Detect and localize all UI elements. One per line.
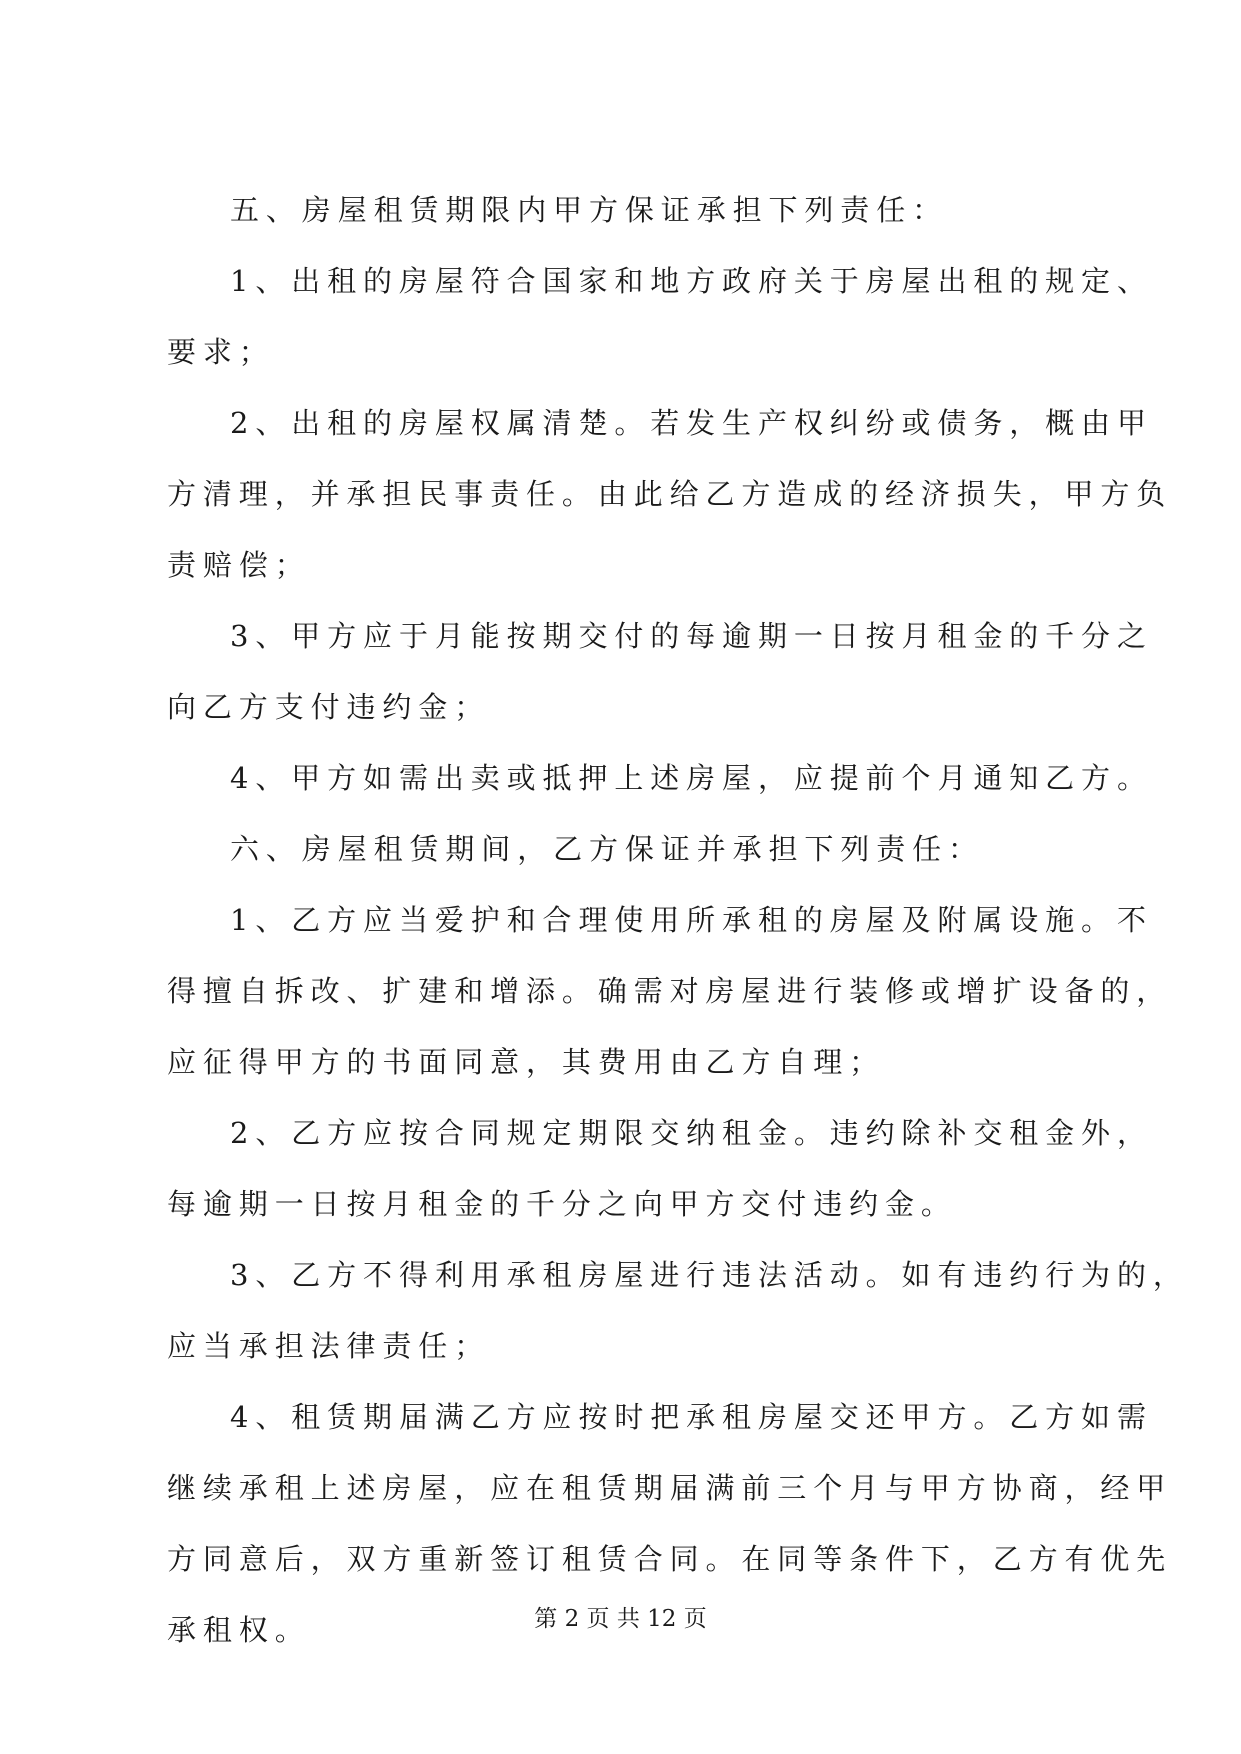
paragraph-line: 4、甲方如需出卖或抵押上述房屋，应提前个月通知乙方。 <box>230 761 1153 795</box>
paragraph-line: 2、乙方应按合同规定期限交纳租金。违约除补交租金外， <box>230 1116 1153 1150</box>
paragraph-line: 五、房屋租赁期限内甲方保证承担下列责任： <box>230 193 949 227</box>
paragraph-line: 3、甲方应于月能按期交付的每逾期一日按月租金的千分之 <box>230 619 1153 653</box>
paragraph-line: 责赔偿； <box>167 548 311 582</box>
paragraph-line: 承租权。 <box>167 1613 311 1647</box>
paragraph-line: 1、乙方应当爱护和合理使用所承租的房屋及附属设施。不 <box>230 903 1153 937</box>
paragraph-line: 2、出租的房屋权属清楚。若发生产权纠纷或债务，概由甲 <box>230 406 1153 440</box>
paragraph-line: 向乙方支付违约金； <box>167 690 491 724</box>
paragraph-line: 要求； <box>167 335 275 369</box>
paragraph-line: 每逾期一日按月租金的千分之向甲方交付违约金。 <box>167 1187 957 1221</box>
paragraph-line: 1、出租的房屋符合国家和地方政府关于房屋出租的规定、 <box>230 264 1153 298</box>
paragraph-line: 方同意后，双方重新签订租赁合同。在同等条件下，乙方有优先 <box>167 1542 1173 1576</box>
paragraph-line: 得擅自拆改、扩建和增添。确需对房屋进行装修或增扩设备的， <box>167 974 1173 1008</box>
paragraph-line: 方清理，并承担民事责任。由此给乙方造成的经济损失，甲方负 <box>167 477 1173 511</box>
paragraph-line: 应征得甲方的书面同意，其费用由乙方自理； <box>167 1045 886 1079</box>
page-footer: 第 2 页 共 12 页 <box>534 1606 707 1632</box>
paragraph-line: 4、租赁期届满乙方应按时把承租房屋交还甲方。乙方如需 <box>230 1400 1153 1434</box>
paragraph-line: 3、乙方不得利用承租房屋进行违法活动。如有违约行为的， <box>230 1258 1189 1292</box>
paragraph-line: 应当承担法律责任； <box>167 1329 491 1363</box>
paragraph-line: 六、房屋租赁期间，乙方保证并承担下列责任： <box>230 832 984 866</box>
paragraph-line: 继续承租上述房屋，应在租赁期届满前三个月与甲方协商，经甲 <box>167 1471 1173 1505</box>
